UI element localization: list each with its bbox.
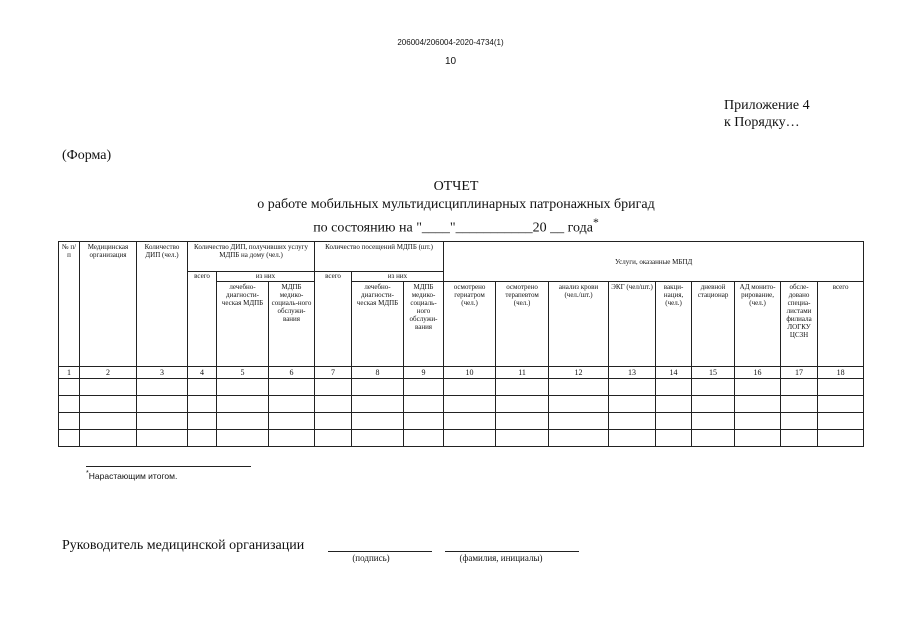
table-cell[interactable] — [217, 430, 269, 447]
table-cell[interactable] — [188, 396, 217, 413]
title-footnote-mark: * — [592, 216, 599, 229]
table-cell[interactable] — [80, 379, 137, 396]
table-cell[interactable] — [188, 379, 217, 396]
appendix-reference — [724, 97, 810, 131]
table-cell[interactable] — [404, 413, 444, 430]
table-cell[interactable] — [315, 379, 352, 396]
col-header-vaccination: вакци-нация, (чел.) — [656, 282, 692, 367]
page-number: 10 — [444, 56, 457, 67]
table-row — [59, 413, 864, 430]
table-cell[interactable] — [496, 396, 549, 413]
report-table — [58, 241, 864, 447]
column-number: 2 — [80, 367, 137, 379]
table-cell[interactable] — [444, 413, 496, 430]
table-cell[interactable] — [781, 379, 818, 396]
column-number: 6 — [269, 367, 315, 379]
column-number: 13 — [609, 367, 656, 379]
form-label: (Форма) — [62, 148, 112, 163]
col-header-services-total: всего — [818, 282, 864, 367]
name-caption: (фамилия, инициалы) — [459, 553, 543, 563]
table-cell[interactable] — [609, 413, 656, 430]
table-row — [59, 396, 864, 413]
col-header-dip-of-them: из них — [217, 272, 315, 282]
column-number: 4 — [188, 367, 217, 379]
column-number: 17 — [781, 367, 818, 379]
col-header-services: Услуги, оказанные МБПД — [444, 242, 864, 282]
table-cell[interactable] — [188, 430, 217, 447]
col-header-dip-diag: лечебно-диагности-ческая МДПБ — [217, 282, 269, 367]
header-row-1 — [59, 242, 864, 272]
table-cell[interactable] — [692, 413, 735, 430]
footnote-separator — [86, 466, 251, 467]
signer-label: Руководитель медицинской организации — [62, 538, 305, 553]
table-cell[interactable] — [59, 430, 80, 447]
table-cell[interactable] — [137, 413, 188, 430]
appendix-line-1: Приложение 4 — [724, 98, 810, 113]
table-cell[interactable] — [735, 430, 781, 447]
table-cell[interactable] — [496, 413, 549, 430]
table-cell[interactable] — [549, 379, 609, 396]
table-cell[interactable] — [137, 430, 188, 447]
table-cell[interactable] — [444, 430, 496, 447]
table-cell[interactable] — [496, 430, 549, 447]
col-header-visits: Количество посещений МДПБ (шт.) — [315, 242, 444, 272]
table-cell[interactable] — [404, 396, 444, 413]
col-header-org: Медицинская организация — [80, 242, 137, 367]
table-cell[interactable] — [549, 413, 609, 430]
table-cell[interactable] — [656, 379, 692, 396]
col-header-therapist: осмотрено терапевтом (чел.) — [496, 282, 549, 367]
table-cell[interactable] — [656, 413, 692, 430]
table-cell[interactable] — [315, 396, 352, 413]
table-cell[interactable] — [735, 413, 781, 430]
table-cell[interactable] — [444, 396, 496, 413]
column-number: 16 — [735, 367, 781, 379]
table-cell[interactable] — [269, 413, 315, 430]
table-cell[interactable] — [444, 379, 496, 396]
column-number: 9 — [404, 367, 444, 379]
table-cell[interactable] — [404, 379, 444, 396]
table-cell[interactable] — [217, 413, 269, 430]
table-cell[interactable] — [496, 379, 549, 396]
column-number-row — [59, 367, 864, 379]
table-cell[interactable] — [818, 430, 864, 447]
col-header-dip-total: всего — [188, 272, 217, 367]
table-cell[interactable] — [818, 396, 864, 413]
column-number: 11 — [496, 367, 549, 379]
table-cell[interactable] — [781, 413, 818, 430]
table-cell[interactable] — [735, 379, 781, 396]
table-cell[interactable] — [692, 430, 735, 447]
table-cell[interactable] — [315, 413, 352, 430]
signature-caption: (подпись) — [352, 553, 390, 563]
title-line-2: о работе мобильных мультидисциплинарных патронажных бригад — [257, 197, 655, 212]
table-cell[interactable] — [352, 430, 404, 447]
column-number: 7 — [315, 367, 352, 379]
document-id: 206004/206004-2020-4734(1) — [397, 38, 504, 47]
col-header-day-hospital: дневной стационар — [692, 282, 735, 367]
table-cell[interactable] — [656, 396, 692, 413]
table-row — [59, 430, 864, 447]
col-header-blood-test: анализ крови (чел./шт.) — [549, 282, 609, 367]
table-cell[interactable] — [735, 396, 781, 413]
col-header-visits-diag: лечебно-диагности-ческая МДПБ — [352, 282, 404, 367]
table-cell[interactable] — [692, 379, 735, 396]
col-header-bp-monitoring: АД монито-рирование, (чел.) — [735, 282, 781, 367]
title-line-3 — [0, 214, 901, 238]
col-header-geriatric: осмотрено гериатром (чел.) — [444, 282, 496, 367]
table-cell[interactable] — [137, 396, 188, 413]
column-number: 3 — [137, 367, 188, 379]
table-cell[interactable] — [352, 379, 404, 396]
footnote-text: Нарастающим итогом. — [88, 470, 178, 481]
table-cell[interactable] — [609, 379, 656, 396]
table-cell[interactable] — [137, 379, 188, 396]
name-field[interactable] — [445, 551, 579, 552]
table-cell[interactable] — [656, 430, 692, 447]
table-row — [59, 379, 864, 396]
table-cell[interactable] — [404, 430, 444, 447]
table-cell[interactable] — [188, 413, 217, 430]
table-cell[interactable] — [818, 379, 864, 396]
table-cell[interactable] — [549, 396, 609, 413]
col-header-visits-of-them: из них — [352, 272, 444, 282]
column-number: 12 — [549, 367, 609, 379]
appendix-line-2: к Порядку… — [724, 115, 800, 130]
column-number: 18 — [818, 367, 864, 379]
table-cell[interactable] — [781, 430, 818, 447]
column-number: 5 — [217, 367, 269, 379]
col-header-dip-home: Количество ДИП, получивших услугу МДПБ на дому (чел.) — [188, 242, 315, 272]
col-header-ecg: ЭКГ (чел/шт.) — [609, 282, 656, 367]
table-cell[interactable] — [818, 413, 864, 430]
col-header-dip-count: Количество ДИП (чел.) — [137, 242, 188, 367]
table-cell[interactable] — [609, 396, 656, 413]
table-cell[interactable] — [781, 396, 818, 413]
table-cell[interactable] — [59, 413, 80, 430]
column-number: 10 — [444, 367, 496, 379]
col-header-visits-total: всего — [315, 272, 352, 367]
table-cell[interactable] — [609, 430, 656, 447]
title-date-line: по состоянию на "____"___________20 __ года — [313, 220, 593, 236]
table-cell[interactable] — [80, 413, 137, 430]
footnote — [86, 469, 177, 481]
col-header-dip-social: МДПБ медико-социаль-ного обслужи-вания — [269, 282, 315, 367]
signature-field[interactable] — [328, 551, 432, 552]
table-cell[interactable] — [59, 396, 80, 413]
column-number: 15 — [692, 367, 735, 379]
table-cell[interactable] — [269, 396, 315, 413]
table-cell[interactable] — [269, 430, 315, 447]
table-cell[interactable] — [80, 430, 137, 447]
table-cell[interactable] — [549, 430, 609, 447]
table-cell[interactable] — [269, 379, 315, 396]
title-line-1: ОТЧЕТ — [433, 179, 479, 194]
table-cell[interactable] — [59, 379, 80, 396]
table-cell[interactable] — [217, 396, 269, 413]
table-cell[interactable] — [315, 430, 352, 447]
column-number: 14 — [656, 367, 692, 379]
col-header-visits-social: МДПБ медико-социаль-ного обслужи-вания — [404, 282, 444, 367]
table-cell[interactable] — [352, 396, 404, 413]
table-cell[interactable] — [692, 396, 735, 413]
table-cell[interactable] — [217, 379, 269, 396]
column-number: 1 — [59, 367, 80, 379]
column-number: 8 — [352, 367, 404, 379]
footnote-mark: * — [86, 469, 89, 477]
table-cell[interactable] — [352, 413, 404, 430]
table-cell[interactable] — [80, 396, 137, 413]
report-title — [0, 178, 901, 238]
col-header-specialists: обсле-довано специа-листами филиала ЛОГКУ ЦСЗН — [781, 282, 818, 367]
col-header-num: № п/п — [59, 242, 80, 367]
